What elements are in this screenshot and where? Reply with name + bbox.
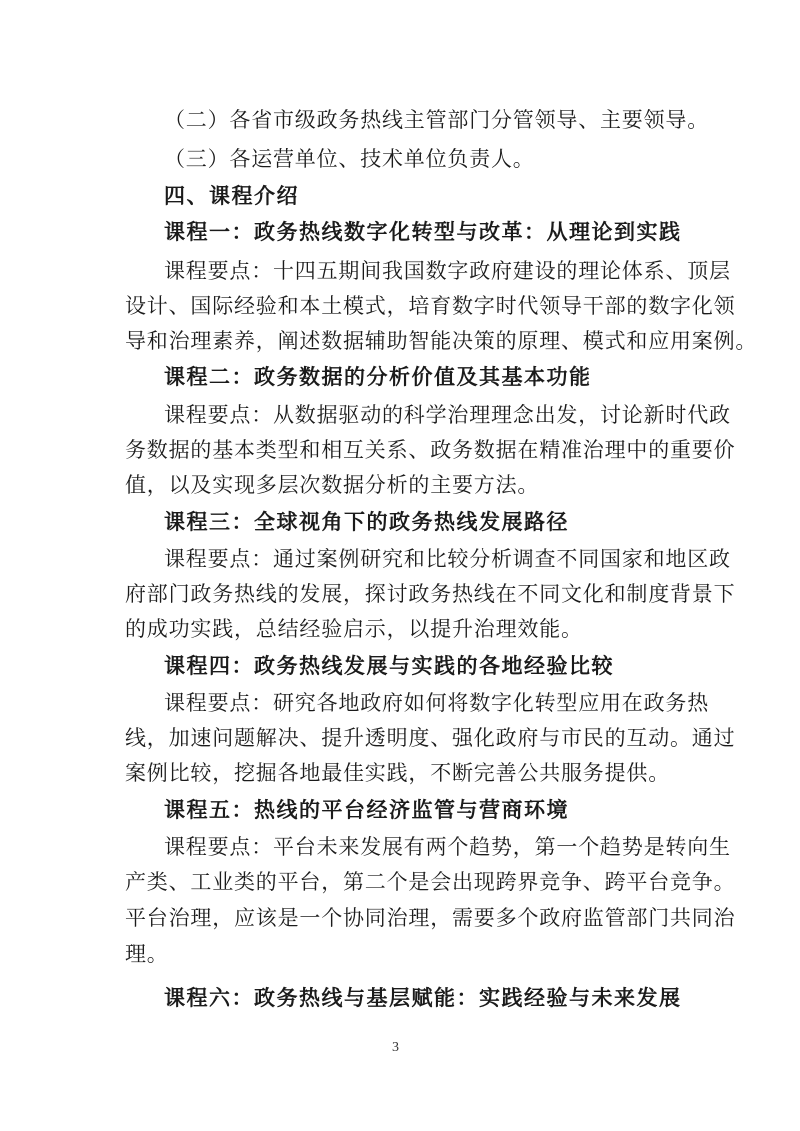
course-3-body-line-3: 的成功实践，总结经验启示，以提升治理效能。 [125,617,583,641]
page-number: 3 [392,1040,399,1055]
attendee-item-2: （二）各省市级政务热线主管部门分管领导、主要领导。 [164,108,709,132]
course-2-body-line-3: 值，以及实现多层次数据分析的主要方法。 [125,473,540,497]
course-4-body-line-1: 课程要点：研究各地政府如何将数字化转型应用在政务热 [164,691,709,715]
course-3-body-line-1: 课程要点：通过案例研究和比较分析调查不同国家和地区政 [164,547,731,571]
course-5-body-line-1: 课程要点：平台未来发展有两个趋势，第一个趋势是转向生 [164,835,731,859]
attendee-item-3: （三）各运营单位、技术单位负责人。 [164,147,535,171]
course-1-title: 课程一：政务热线数字化转型与改革：从理论到实践 [164,220,682,244]
course-2-body-line-2: 务数据的基本类型和相互关系、政务数据在精准治理中的重要价 [125,438,736,462]
course-4-body-line-3: 案例比较，挖掘各地最佳实践，不断完善公共服务提供。 [125,761,670,785]
course-5-body-line-2: 产类、工业类的平台，第二个是会出现跨界竞争、跨平台竞争。 [125,870,736,894]
course-5-body-line-4: 理。 [125,942,169,966]
course-4-title: 课程四：政务热线发展与实践的各地经验比较 [164,654,614,678]
course-6-title: 课程六：政务热线与基层赋能：实践经验与未来发展 [164,986,682,1010]
section-heading-courses: 四、课程介绍 [164,184,299,208]
course-1-body-line-2: 设计、国际经验和本土模式，培育数字时代领导干部的数字化领 [125,294,736,318]
course-5-title: 课程五：热线的平台经济监管与营商环境 [164,798,569,822]
course-4-body-line-2: 线，加速问题解决、提升透明度、强化政府与市民的互动。通过 [125,726,736,750]
course-3-title: 课程三：全球视角下的政务热线发展路径 [164,510,569,534]
course-1-body-line-1: 课程要点：十四五期间我国数字政府建设的理论体系、顶层 [164,259,731,283]
course-3-body-line-2: 府部门政务热线的发展，探讨政务热线在不同文化和制度背景下 [125,582,736,606]
course-5-body-line-3: 平台治理，应该是一个协同治理，需要多个政府监管部门共同治 [125,906,736,930]
course-2-body-line-1: 课程要点：从数据驱动的科学治理理念出发，讨论新时代政 [164,403,731,427]
course-2-title: 课程二：政务数据的分析价值及其基本功能 [164,365,592,389]
course-1-body-line-3: 导和治理素养，阐述数据辅助智能决策的原理、模式和应用案例。 [125,329,758,353]
